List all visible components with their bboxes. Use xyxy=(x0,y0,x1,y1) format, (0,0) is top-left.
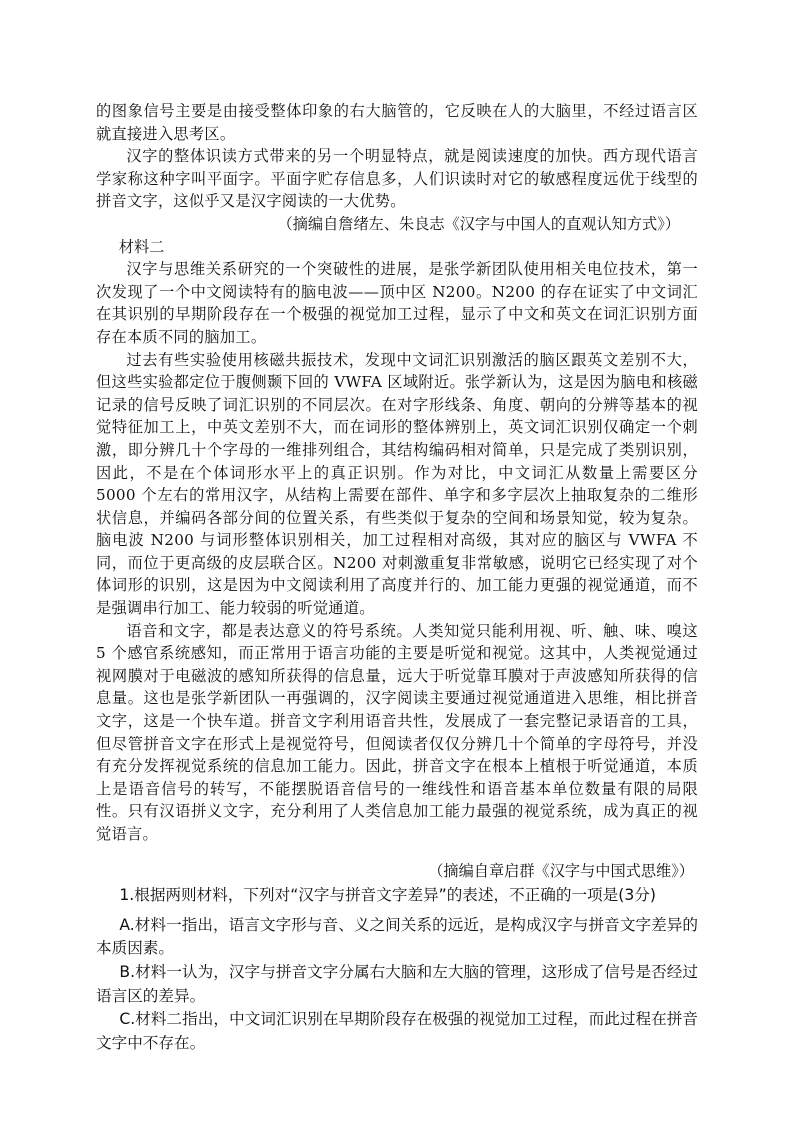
material2-paragraph-mri: 过去有些实验使用核磁共振技术，发现中文词汇识别激活的脑区跟英文差别不大，但这些实验都定位于腹侧颞下回的 VWFA 区域附近。张学新认为，这是因为脑电和核磁记录的信号反映了词汇识别的不同层次。在对字形线条、角度、朝向的分辨等基本的视觉特征加工上，中英文差别不大，而在词形的整体辨别上，英文词汇识别仅确定一个刺激，即分辨几十个字母的一维排列组合，其结构编码相对简单，只是完成了类别识别，因此，不是在个体词形水平上的真正识别。作为对比，中文词汇从数量上需要区分 5000 个左右的常用汉字，从结构上需要在部件、单字和多字层次上抽取复杂的二维形状信息，并编码各部分间的位置关系，有些类似于复杂的空间和场景知觉，较为复杂。脑电波 N200 与词形整体识别相关，加工过程相对高级，其对应的脑区与 VWFA 不同，而位于更高级的皮层联合区。N200 对刺激重复非常敏感，说明它已经实现了对个体词形的识别，这是因为中文阅读利用了高度并行的、加工能力更强的视觉通道，而不是强调串行加工、能力较弱的听觉通道。 xyxy=(96,350,698,618)
question-1-option-c: C.材料二指出，中文词汇识别在早期阶段存在极强的视觉加工过程，而此过程在拼音文字中不存在。 xyxy=(96,1010,698,1052)
material2-heading: 材料二 xyxy=(118,237,165,256)
material2-paragraph-visual-channel: 语音和文字，都是表达意义的符号系统。人类知觉只能利用视、听、触、味、嗅这 5 个感官系统感知，而正常用于语言功能的主要是听觉和视觉。这其中，人类视觉通过视网膜对于电磁波的感知所获得的信息量，远大于听觉靠耳膜对于声波感知所获得的信息量。这也是张学新团队一再强调的，汉字阅读主要通过视觉通道进入思维，相比拼音文字，这是一个快车道。拼音文字利用语音共性，发展成了一套完整记录语音的工具，但尽管拼音文字在形式上是视觉符号，但阅读者仅仅分辨几十个简单的字母符号，并没有充分发挥视觉系统的信息加工能力。因此，拼音文字在根本上植根于听觉通道，本质上是语音信号的转写，不能摆脱语音信号的一维线性和语音基本单位数量有限的局限性。只有汉语拼义文字，充分利用了人类信息加工能力最强的视觉系统，成为真正的视觉语言。 xyxy=(96,621,698,843)
material2-paragraph-n200: 汉字与思维关系研究的一个突破性的进展，是张学新团队使用相关电位技术，第一次发现了一个中文阅读特有的脑电波——顶中区 N200。N200 的存在证实了中文词汇在其识别的早期阶段存在一个极强的视觉加工过程，显示了中文和英文在词汇识别方面存在本质不同的脑加工。 xyxy=(96,260,698,346)
material1-paragraph-continued: 的图象信号主要是由接受整体印象的右大脑管的，它反映在人的大脑里，不经过语言区就直接进入思考区。 xyxy=(96,102,698,143)
question-1-option-a: A.材料一指出，语言文字形与音、义之间关系的远近，是构成汉字与拼音文字差异的本质因素。 xyxy=(96,915,698,958)
question-1-stem: 1.根据两则材料，下列对“汉字与拼音文字差异”的表述，不正确的一项是(3分) xyxy=(119,886,656,905)
question-1-option-b: B.材料一认为，汉字与拼音文字分属右大脑和左大脑的管理，这形成了信号是否经过语言区的差异。 xyxy=(96,962,698,1005)
document-page xyxy=(96,100,698,1055)
material1-paragraph-reading-speed: 汉字的整体识读方式带来的另一个明显特点，就是阅读速度的加快。西方现代语言学家称这种字叫平面字。平面字贮存信息多，人们识读时对它的敏感程度远优于线型的拼音文字，这似乎又是汉字阅读的一大优势。 xyxy=(96,147,698,211)
material2-source-citation: （摘编自章启群《汉字与中国式思维》） xyxy=(428,861,694,880)
material1-source-citation: （摘编自詹绪左、朱良志《汉字与中国人的直观认知方式》） xyxy=(277,214,680,233)
